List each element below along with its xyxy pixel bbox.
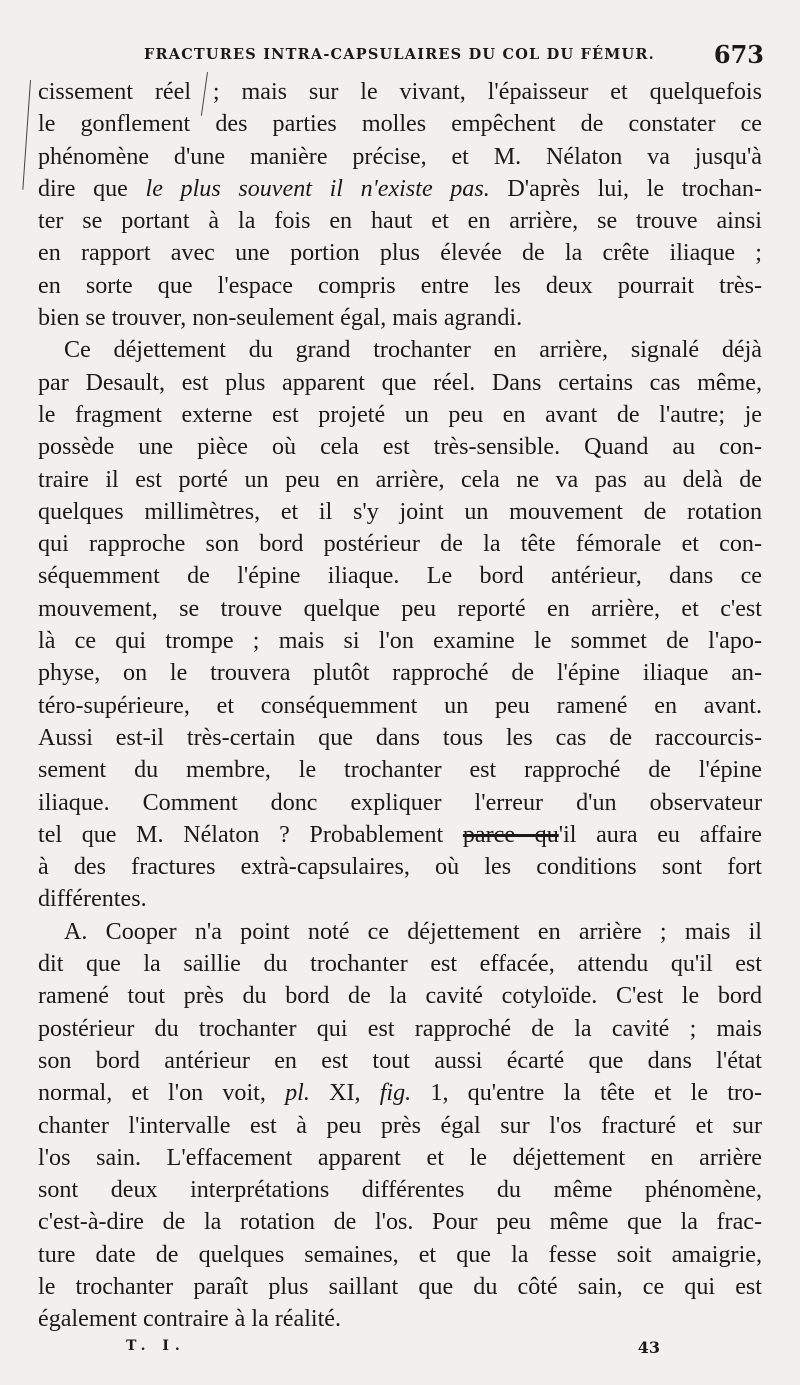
page-footer — [126, 1338, 660, 1362]
text-line: quelques millimètres, et il s'y joint un mouvement de rotation — [38, 498, 762, 525]
paragraph-3 — [38, 916, 762, 1336]
text-line: mouvement, se trouve quelque peu reporté en arrière, et c'est — [38, 595, 762, 622]
text-line: à des fractures extrà-capsulaires, où les conditions sont fort — [38, 854, 762, 881]
running-head: FRACTURES INTRA-CAPSULAIRES DU COL DU FÉMUR. — [144, 46, 655, 63]
text-run: XI, — [309, 1080, 380, 1107]
text-line: l'os sain. L'effacement apparent et le déjettement en arrière — [38, 1144, 762, 1171]
text-line: sont deux interprétations différentes du même phénomène, — [38, 1177, 762, 1204]
text-line: le fragment externe est projeté un peu en avant de l'autre; je — [38, 401, 762, 428]
text-run: dire que — [38, 175, 146, 202]
text-line: cissement réel ; mais sur le vivant, l'épaisseur et quelquefois — [38, 79, 762, 105]
text-line: possède une pièce où cela est très-sensible. Quand au con- — [38, 434, 762, 461]
page-header — [36, 36, 764, 70]
text-line: phénomène d'une manière précise, et M. Nélaton va jusqu'à — [38, 143, 762, 170]
pencil-margin-mark-icon — [22, 80, 31, 190]
text-line: iliaque. Comment donc expliquer l'erreur d'un observateur — [38, 789, 762, 816]
text-line: par Desault, est plus apparent que réel. Dans certains cas même, — [38, 369, 762, 396]
text-line: séquemment de l'épine iliaque. Le bord antérieur, dans ce — [38, 563, 762, 590]
text-line: son bord antérieur en est tout aussi écarté que dans l'état — [38, 1047, 762, 1074]
text-line: postérieur du trochanter qui est rapproché de la cavité ; mais — [38, 1015, 762, 1042]
text-line: ter se portant à la fois en haut et en arrière, se trouve ainsi — [38, 208, 762, 235]
text-line — [38, 819, 762, 851]
italic-text: fig. — [379, 1080, 412, 1107]
text-line: dit que la saillie du trochanter est effacée, attendu qu'il est — [38, 951, 762, 978]
text-line: qui rapproche son bord postérieur de la tête fémorale et con- — [38, 531, 762, 558]
text-line: ramené tout près du bord de la cavité cotyloïde. C'est le bord — [38, 983, 762, 1010]
struck-text: parce qu — [462, 821, 559, 848]
text-line: traire il est porté un peu en arrière, cela ne va pas au delà de — [38, 466, 762, 493]
text-line: là ce qui trompe ; mais si l'on examine le sommet de l'apo- — [38, 628, 762, 655]
text-line: en rapport avec une portion plus élevée de la crête iliaque ; — [38, 240, 762, 267]
text-line: différentes. — [38, 886, 147, 913]
text-run: D'après lui, le trochan- — [489, 175, 762, 202]
text-line: en sorte que l'espace compris entre les deux pourrait très- — [38, 272, 762, 299]
text-line: le trochanter paraît plus saillant que du côté sain, ce qui est — [38, 1273, 762, 1300]
text-line: physe, on le trouvera plutôt rapproché de l'épine iliaque an- — [38, 660, 762, 687]
text-line: téro-supérieure, et conséquemment un peu ramené en avant. — [38, 692, 762, 719]
signature-mark: T. I. — [126, 1338, 186, 1354]
text-run: 1, qu'entre la tête et le tro- — [411, 1080, 762, 1107]
body-text — [38, 76, 762, 1336]
italic-text: le plus souvent il n'existe pas. — [145, 175, 490, 202]
page-number: 673 — [713, 40, 764, 69]
text-line: A. Cooper n'a point noté ce déjettement en arrière ; mais il — [64, 918, 762, 945]
text-run: tel que M. Nélaton ? Probablement — [38, 821, 463, 848]
text-line: bien se trouver, non-seulement égal, mais agrandi. — [38, 305, 523, 332]
text-line — [38, 173, 762, 205]
text-line: Ce déjettement du grand trochanter en arrière, signalé déjà — [64, 337, 762, 364]
text-line: ture date de quelques semaines, et que la fesse soit amaigrie, — [38, 1241, 762, 1268]
paragraph-1 — [38, 76, 762, 334]
text-line: c'est-à-dire de la rotation de l'os. Pour peu même que la frac- — [38, 1209, 762, 1236]
text-line: également contraire à la réalité. — [38, 1306, 341, 1333]
text-line: le gonflement des parties molles empêchent de constater ce — [38, 111, 762, 138]
sheet-number: 43 — [637, 1338, 660, 1357]
text-line: chanter l'intervalle est à peu près égal sur l'os fracturé et sur — [38, 1112, 762, 1139]
paragraph-2 — [38, 334, 762, 915]
italic-text: pl. — [285, 1080, 310, 1107]
text-run: 'il aura eu affaire — [558, 821, 762, 848]
text-line — [38, 1077, 762, 1109]
text-run: normal, et l'on voit, — [38, 1080, 286, 1107]
text-line: Aussi est-il très-certain que dans tous les cas de raccourcis- — [38, 724, 762, 751]
text-line: sement du membre, le trochanter est rapproché de l'épine — [38, 757, 762, 784]
